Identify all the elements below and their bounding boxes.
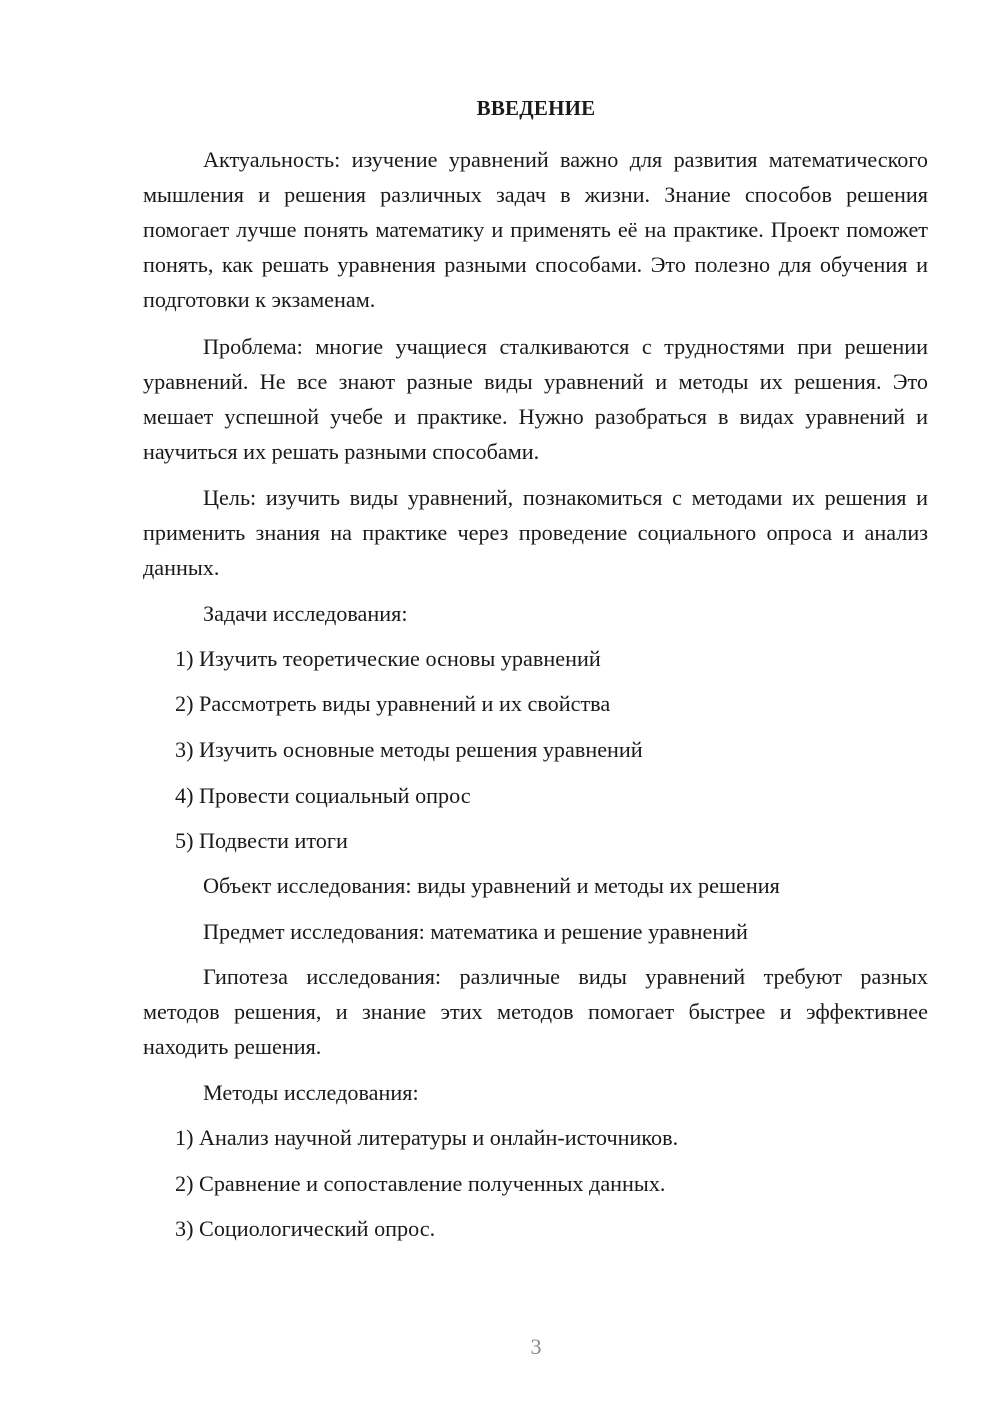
method-item: 3) Социологический опрос. <box>175 1216 436 1241</box>
problem-paragraph: Проблема: многие учащиеся сталкиваются с трудностями при решении уравнений. Не все знают разные виды уравнений и методы их решения. Это мешает успешной учебе и практике. Нужно разобраться в видах уравнений и научиться их решать разными способами. <box>143 334 928 464</box>
method-item: 1) Анализ научной литературы и онлайн-источников. <box>175 1125 679 1150</box>
research-object: Объект исследования: виды уравнений и методы их решения <box>203 873 780 898</box>
goal-paragraph: Цель: изучить виды уравнений, познакомиться с методами их решения и применить знания на практике через проведение социального опроса и анализ данных. <box>143 485 928 580</box>
task-item: 2) Рассмотреть виды уравнений и их свойства <box>175 691 611 716</box>
task-item: 5) Подвести итоги <box>175 828 348 853</box>
hypothesis-paragraph: Гипотеза исследования: различные виды уравнений требуют разных методов решения, и знание этих методов помогает быстрее и эффективнее находить решения. <box>143 964 928 1059</box>
task-item: 1) Изучить теоретические основы уравнений <box>175 646 601 671</box>
task-item: 4) Провести социальный опрос <box>175 783 471 808</box>
method-item: 2) Сравнение и сопоставление полученных данных. <box>175 1171 666 1196</box>
page-title: ВВЕДЕНИЕ <box>476 96 596 120</box>
task-item: 3) Изучить основные методы решения уравнений <box>175 737 643 762</box>
relevance-paragraph: Актуальность: изучение уравнений важно для развития математического мышления и решения различных задач в жизни. Знание способов решения помогает лучше понять математику и применять её на практике. Проект поможет понять, как решать уравнения разными способами. Это полезно для обучения и подготовки к экзаменам. <box>143 147 928 312</box>
page-number: 3 <box>530 1334 542 1359</box>
methods-heading: Методы исследования: <box>203 1080 419 1105</box>
research-subject: Предмет исследования: математика и решение уравнений <box>203 919 748 944</box>
tasks-heading: Задачи исследования: <box>203 601 408 626</box>
